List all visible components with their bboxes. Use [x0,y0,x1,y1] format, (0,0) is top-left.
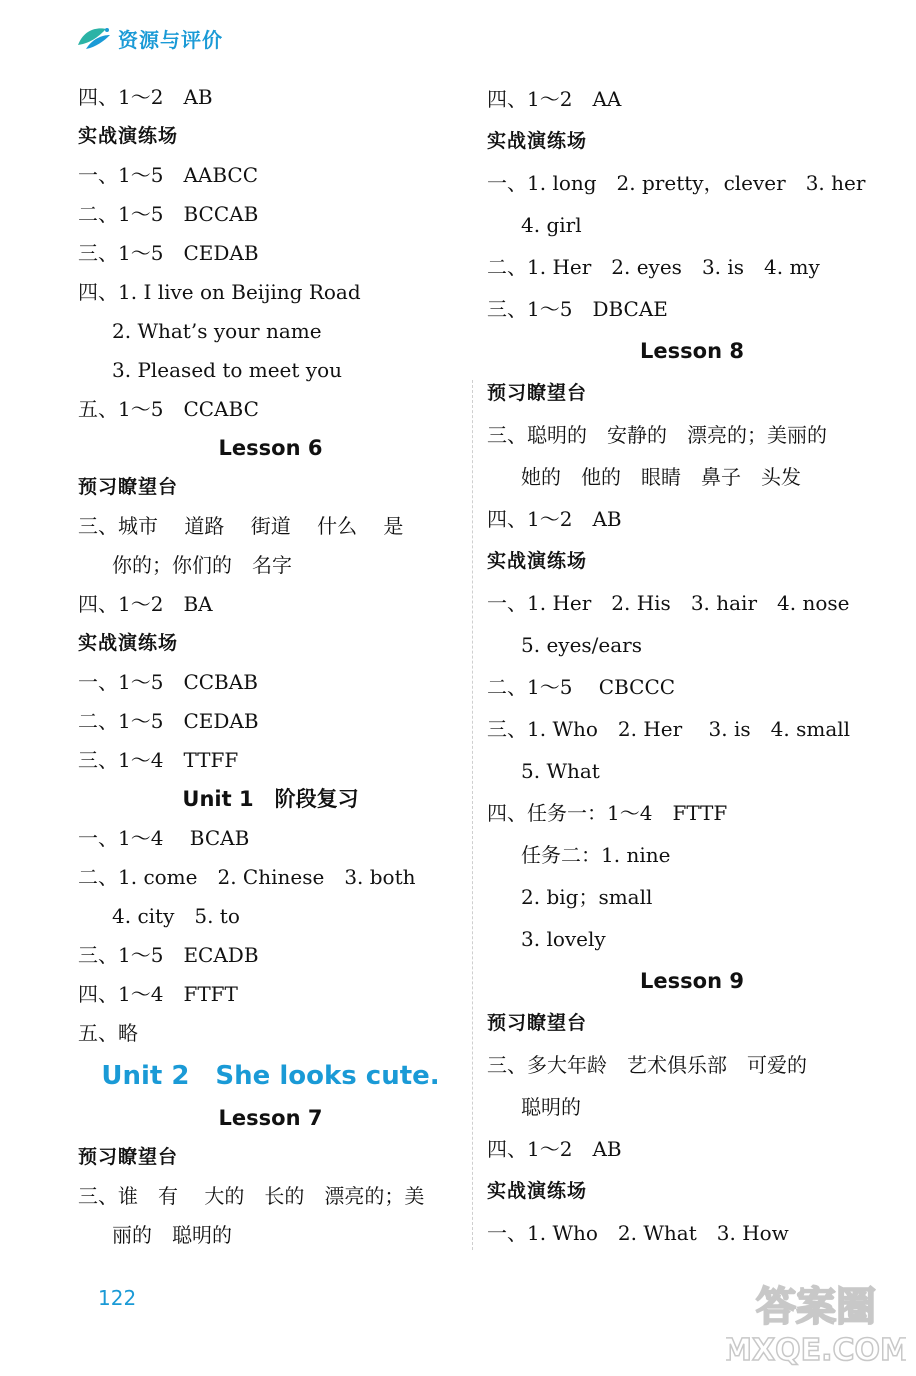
watermark-bottom-text: MXQE.COM [726,1333,906,1368]
answer-line: 一、1～5 AABCC [78,163,259,187]
answer-line-continued: 2. big；small [521,885,653,909]
answer-line-continued: 4. city 5. to [112,904,240,928]
header-title: 资源与评价 [118,27,223,52]
section-heading: 预习瞭望台 [78,476,179,498]
page-header [76,22,223,54]
answer-line-continued: 5. What [521,759,600,783]
answer-line: 三、城市 道路 街道 什么 是 [78,514,404,538]
answer-line: 二、1～5 BCCAB [78,202,259,226]
answer-line: 四、任务一：1～4 FTTF [487,801,728,825]
answer-column-right [487,78,897,1254]
section-heading: 预习瞭望台 [487,382,588,404]
answer-line: 一、1. Her 2. His 3. hair 4. nose [487,591,850,615]
answer-line-continued: 5. eyes/ears [521,633,642,657]
answer-line: 二、1. Her 2. eyes 3. is 4. my [487,255,820,279]
watermark-top-text: 答案圈 [756,1284,876,1330]
answer-line: 五、1～5 CCABC [78,397,259,421]
section-heading: 实战演练场 [487,550,588,572]
section-heading: 实战演练场 [487,1180,588,1202]
watermark-logo [726,1274,906,1370]
answer-line: 二、1. come 2. Chinese 3. both [78,865,416,889]
answer-line: 一、1. long 2. pretty，clever 3. her [487,171,866,195]
section-heading: 预习瞭望台 [78,1146,179,1168]
lesson-heading: Lesson 8 [640,339,744,363]
answer-line: 一、1～4 BCAB [78,826,250,850]
answer-line-continued: 她的 他的 眼睛 鼻子 头发 [521,465,801,489]
lesson-heading: Unit 1 阶段复习 [182,787,359,811]
lesson-heading: Lesson 9 [640,969,744,993]
section-heading: 实战演练场 [78,125,179,147]
lesson-heading: Lesson 6 [218,436,323,460]
answer-line: 三、1～5 CEDAB [78,241,259,265]
answer-line-continued: 你的；你们的 名字 [112,553,292,577]
answer-line: 四、1～2 AB [487,1137,622,1161]
answer-line-continued: 2. What’s your name [112,319,322,343]
answer-line-continued: 3. Pleased to meet you [112,358,342,382]
answer-line: 一、1. Who 2. What 3. How [487,1221,789,1245]
leaf-logo-icon [76,25,112,51]
answer-line-continued: 丽的 聪明的 [112,1223,232,1247]
answer-line-continued: 4. girl [521,213,582,237]
answer-line: 四、1～2 BA [78,592,213,616]
answer-line: 五、略 [78,1021,138,1045]
answer-line: 三、1～5 DBCAE [487,297,668,321]
answer-column-left [78,78,463,1255]
answer-line: 四、1. I live on Beijing Road [78,280,361,304]
answer-line: 四、1～4 FTFT [78,982,238,1006]
answer-line: 三、1. Who 2. Her 3. is 4. small [487,717,851,741]
answer-line-continued: 聪明的 [521,1095,581,1119]
answer-line: 三、1～5 ECADB [78,943,259,967]
unit-title: Unit 2 She looks cute. [101,1061,440,1091]
answer-line: 三、聪明的 安静的 漂亮的；美丽的 [487,423,827,447]
answer-line: 四、1～2 AA [487,87,622,111]
answer-line-continued: 3. lovely [521,927,606,951]
column-divider [472,380,473,1250]
section-heading: 预习瞭望台 [487,1012,588,1034]
answer-line-continued: 任务二：1. nine [521,843,671,867]
lesson-heading: Lesson 7 [218,1106,323,1130]
answer-line: 二、1～5 CEDAB [78,709,259,733]
section-heading: 实战演练场 [78,632,179,654]
answer-line: 二、1～5 CBCCC [487,675,676,699]
answer-line: 一、1～5 CCBAB [78,670,258,694]
answer-line: 三、1～4 TTFF [78,748,239,772]
answer-line: 四、1～2 AB [487,507,622,531]
answer-line: 三、多大年龄 艺术俱乐部 可爱的 [487,1053,807,1077]
section-heading: 实战演练场 [487,130,588,152]
answer-line: 四、1～2 AB [78,85,213,109]
page-number: 122 [98,1286,137,1310]
answer-line: 三、谁 有 大的 长的 漂亮的；美 [78,1184,425,1208]
